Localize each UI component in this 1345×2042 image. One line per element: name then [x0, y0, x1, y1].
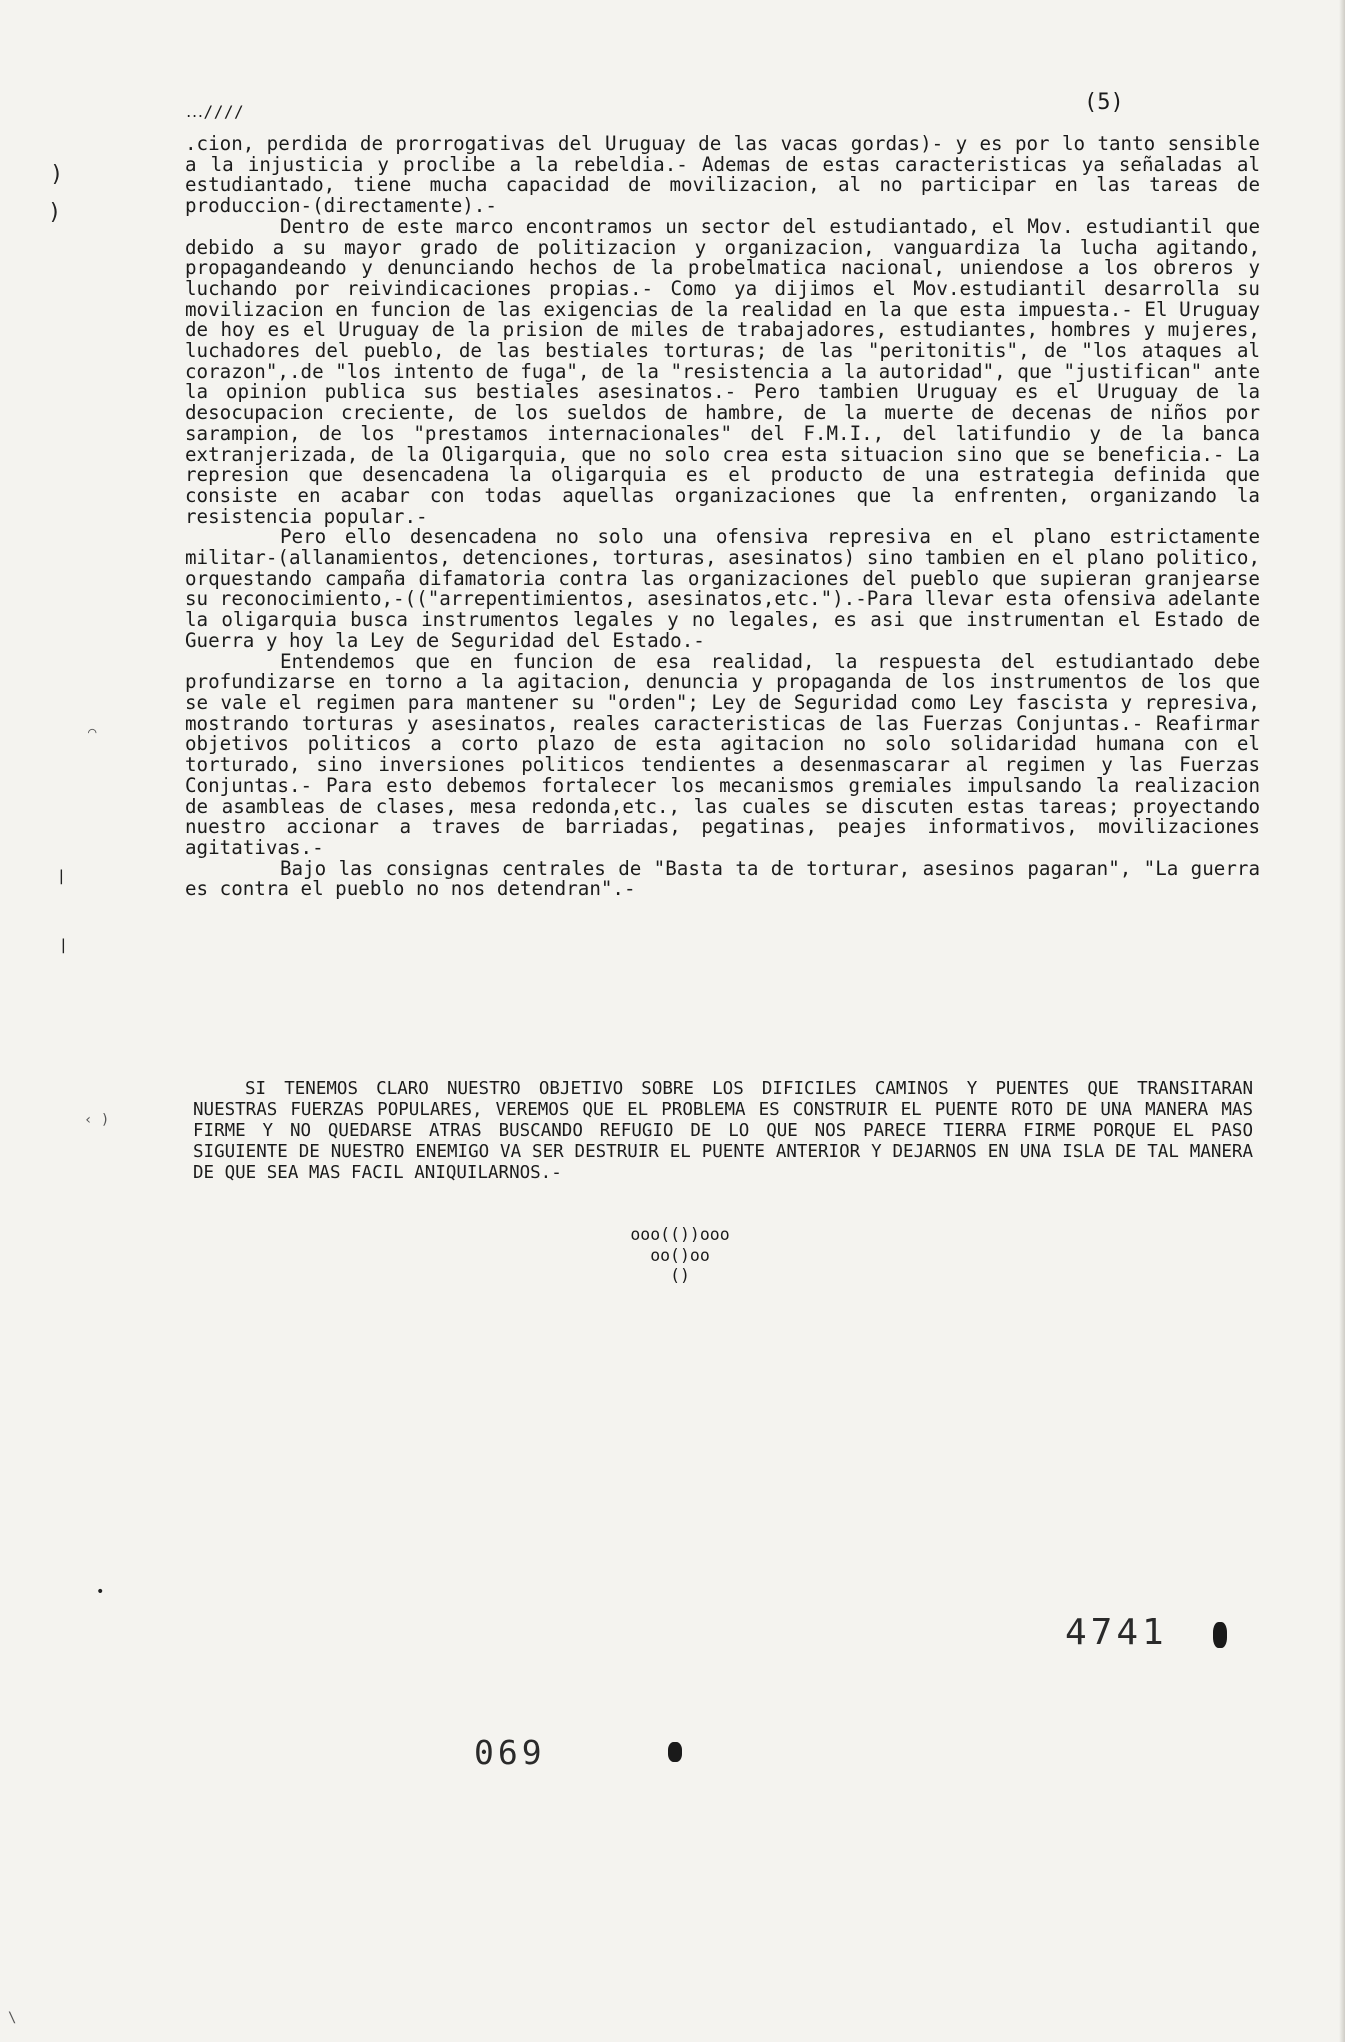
- margin-mark: ‹ ): [84, 1112, 110, 1128]
- margin-mark: ): [48, 200, 62, 225]
- ornament-line: (): [670, 1266, 690, 1285]
- paragraph: Bajo las consignas centrales de "Basta ta de torturar, asesinos pagaran", "La guerra es contra el pueblo no nos detendran".-: [185, 856, 1260, 901]
- margin-mark: •: [96, 1584, 105, 1600]
- ornament-line: oo()oo: [650, 1246, 710, 1265]
- margin-mark: ⌒: [88, 724, 97, 740]
- archive-number-stamp: 4741: [1065, 1612, 1168, 1653]
- ink-blot: [668, 1742, 682, 1762]
- ornament-line: ooo(())ooo: [630, 1225, 730, 1244]
- margin-mark: ❘: [58, 935, 69, 956]
- margin-mark: ): [50, 162, 64, 187]
- paragraph: .cion, perdida de prorrogativas del Uruguay de las vacas gordas)- y es por lo tanto sensible a la injusticia y proclibe a la rebeldia.- Ademas de estas caracteristicas ya señaladas al estudiantado, tiene mucha capacidad de movilizacion, al no participar en las tareas de produccion-(directamente).-: [185, 132, 1260, 218]
- continuation-mark: ․․․////: [186, 102, 245, 121]
- paragraph: Dentro de este marco encontramos un sector del estudiantado, el Mov. estudiantil que debido a su mayor grado de politizacion y organizacion, vanguardiza la lucha agitando, propagandeando y denunciando hechos de la probelmatica nacional, uniendose a los obreros y luchando por reivindicaciones propias.- Como ya dijimos el Mov.estudiantil desarrolla su movilizacion en funcion de las exigencias de la realidad en la que esta impuesta.- El Uruguay de hoy es el Uruguay de la prision de miles de trabajadores, estudiantes, hombres y mujeres, luchadores del pueblo, de las bestiales torturas; de las "peritonitis", de "los ataques al corazon",.de "los intento de fuga", de la "resistencia a la autoridad", que "justifican" ante la opinion publica sus bestiales asesinatos.- Pero tambien Uruguay es el Uruguay de la desocupacion creciente, de los sueldos de hambre, de la muerte de decenas de niños por sarampion, de los "prestamos internacionales" del F.M.I., del latifundio y de la banca extranjerizada, de la Oligarquia, que no solo crea esta situacion sino que se beneficia.- La represion que desencadena la oligarquia es el producto de una estrategia definida que consiste en acabar con todas aquellas organizaciones que la enfrenten, organizando la resistencia popular.-: [185, 214, 1260, 528]
- closing-paragraph: SI TENEMOS CLARO NUESTRO OBJETIVO SOBRE LOS DIFICILES CAMINOS Y PUENTES QUE TRANSITARAN NUESTRAS FUERZAS POPULARES, VEREMOS QUE EL PROBLEMA ES CONSTRUIR EL PUENTE ROTO DE UNA MANERA MAS FIRME Y NO QUEDARSE ATRAS BUSCANDO REFUGIO DE LO QUE NOS PARECE TIERRA FIRME PORQUE EL PASO SIGUIENTE DE NUESTRO ENEMIGO VA SER DESTRUIR EL PUENTE ANTERIOR Y DEJARNOS EN UNA ISLA DE TAL MANERA DE QUE SEA MAS FACIL ANIQUILARNOS.-: [193, 1079, 1253, 1183]
- closing-statement: [193, 1079, 1253, 1184]
- page-number: (5): [1084, 90, 1124, 115]
- margin-mark: ❘: [56, 866, 67, 887]
- body-text: [185, 134, 1260, 900]
- paragraph: Pero ello desencadena no solo una ofensiva represiva en el plano estrictamente militar-(allanamientos, detenciones, torturas, asesinatos) sino tambien en el plano politico, orquestando campaña difamatoria contra las organizaciones del pueblo que supieran granjearse su reconocimiento,-(("arrepentimientos, asesinatos,etc.").-Para llevar esta ofensiva adelante la oligarquia busca instrumentos legales y no legales, es asi que instrumentan el Estado de Guerra y hoy la Ley de Seguridad del Estado.-: [185, 525, 1260, 652]
- margin-mark: \: [8, 2010, 17, 2026]
- ink-blot: [1213, 1622, 1227, 1648]
- scanned-page-edge: [1339, 0, 1345, 2042]
- paragraph: Entendemos que en funcion de esa realidad, la respuesta del estudiantado debe profundizarse en torno a la agitacion, denuncia y propaganda de los instrumentos de los que se vale el regimen para mantener su "orden"; Ley de Seguridad como Ley fascista y represiva, mostrando torturas y asesinatos, reales caracteristicas de las Fuerzas Conjuntas.- Reafirmar objetivos politicos a corto plazo de esta agitacion no solo solidaridad humana con el torturado, sino inversiones politicos tendientes a desenmascarar al regimen y las Fuerzas Conjuntas.- Para esto debemos fortalecer los mecanismos gremiales impulsando la realizacion de asambleas de clases, mesa redonda,etc., las cuales se discuten estas tareas; proyectando nuestro accionar a traves de barriadas, pegatinas, peajes informativos, movilizaciones agitativas.-: [185, 649, 1260, 859]
- folio-number-stamp: 069: [474, 1733, 546, 1772]
